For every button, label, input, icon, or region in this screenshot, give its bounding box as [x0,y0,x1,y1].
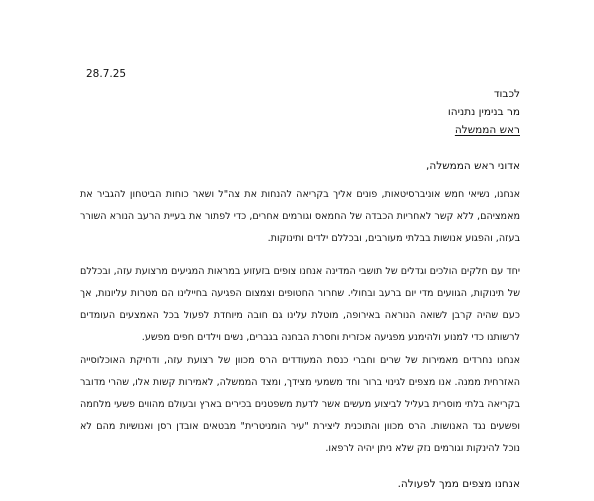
recipient-title: ראש הממשלה [454,124,520,136]
recipient-name: מר בנימין נתניהו [447,106,520,118]
letter-date: 28.7.25 [86,68,127,80]
paragraph-3: אנחנו נחרדים מאמירות של שרים וחברי כנסת המעודדים הרס מכוון של רצועת עזה, ודחיקת האוכלוסייה האזרחית ממנה. אנו מצפים לגינוי ברור וחד משמעי מצידך, ומצד הממשלה, לאמירות קשות אלו, שהרי מדובר בקריאה בלתי מוסרית בעליל לביצוע מעשים אשר לדעת משפטנים בכירים בארץ ובעולם מהווים פשעי מלחמה ופשעים נגד האנושות. הרס מכוון והתוכנית ליצירת "עיר הומניטרית" מבטאים אובדן רסן ואנושיות מהם לא נוכל להינקות וגורמים נזק שלא ניתן יהיה לרפאו. [80,355,520,454]
salutation: אדוני ראש הממשלה, [426,160,520,172]
paragraph-1: אנחנו, נשיאי חמש אוניברסיטאות, פונים אליך בקריאה להנחות את צה"ל ושאר כוחות הביטחון להגביר את מאמציהם, ללא קשר לאחריות הכבדה של החמאס וגורמים אחרים, כדי לפתור את בעיית הרעב הנורא השורר בעזה, והפגוע אנושות בבלתי מעורבים, ובכללם ילדים ותינוקות. [80,189,520,244]
recipient-honorific: לכבוד [493,88,520,100]
paragraph-2: יחד עם חלקים הולכים וגדלים של תושבי המדינה אנחנו צופים בזעזוע במראות המגיעים מרצועת עזה, ובכללם של תינוקות, הגוועים מדי יום ברעב ובחולי. שחרור החטופים וצמצום הפגיעה בחיילינו הם מטרות עליונות, אך כעם שהיה קרבן לשואה הנוראה באירופה, מוטלת עלינו גם חובה מיוחדת לפעול בכל האמצעים העומדים לרשותנו כדי למנוע ולהימנע מפגיעה אכזרית וחסרת הבחנה בגברים, נשים וילדים חפים מפשע. [80,266,520,343]
closing-line: אנחנו מצפים ממך לפעולה. [397,478,520,490]
